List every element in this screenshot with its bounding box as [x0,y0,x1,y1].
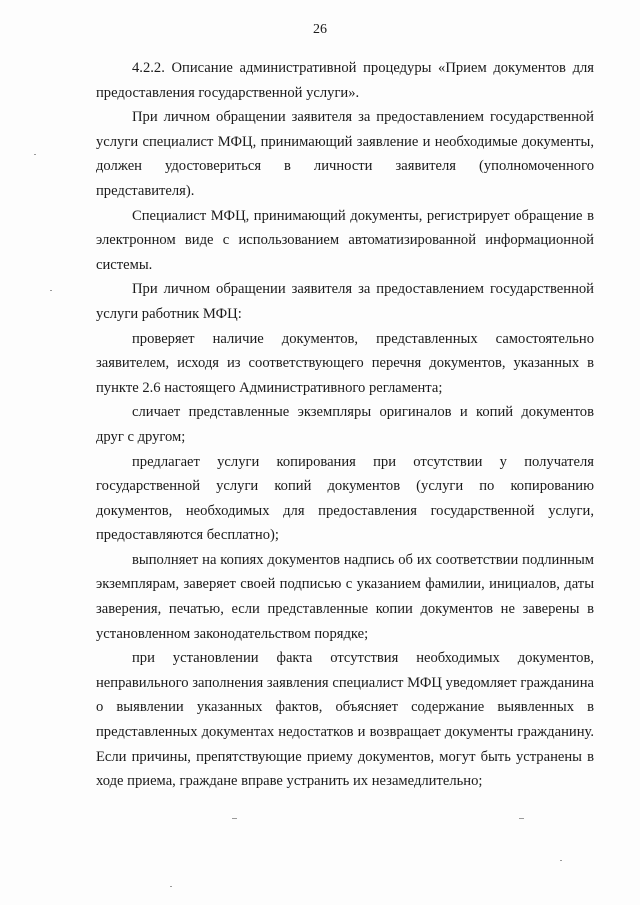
scan-speck [560,860,562,861]
paragraph: При личном обращении заявителя за предоставлением государственной услуги работник МФЦ: [96,281,594,322]
scan-speck [232,818,237,819]
list-item: при установлении факта отсутствия необходимых документов, неправильного заполнения заявления специалист МФЦ уведомляет гражданина о выявлении указанных фактов, объясняет содержание выявленных в представленных документах недостатков и возвращает документы гражданину. Если причины, препятствующие приему документов, могут быть устранены в ходе приема, граждане вправе устранить их незамедлительно; [96,650,594,790]
scan-speck [34,154,36,155]
page-number: 26 [313,22,327,37]
paragraph: При личном обращении заявителя за предоставлением государственной услуги специалист МФЦ, принимающий заявление и необходимые документы, должен удостовериться в личности заявителя (уполномоченного представителя). [96,109,594,199]
scan-speck [519,818,524,819]
list-item: проверяет наличие документов, представленных самостоятельно заявителем, исходя из соответствующего перечня документов, указанных в пункте 2.6 настоящего Административного регламента; [96,330,594,396]
scan-speck [170,886,172,887]
document-body [96,56,594,794]
list-item: сличает представленные экземпляры оригиналов и копий документов друг с другом; [96,404,594,445]
section-heading: 4.2.2. Описание административной процедуры «Прием документов для предоставления государственной услуги». [96,60,594,101]
scan-speck [50,290,52,291]
list-item: выполняет на копиях документов надпись об их соответствии подлинным экземплярам, заверяет своей подписью с указанием фамилии, инициалов, даты заверения, печатью, если представленные копии документов не заверены в установленном законодательством порядке; [96,551,594,642]
paragraph: Специалист МФЦ, принимающий документы, регистрирует обращение в электронном виде с использованием автоматизированной информационной системы. [96,207,594,273]
list-item: предлагает услуги копирования при отсутствии у получателя государственной услуги копий документов (услуги по копированию документов, необходимых для предоставления государственной услуги, предоставляются бесплатно); [96,453,594,544]
